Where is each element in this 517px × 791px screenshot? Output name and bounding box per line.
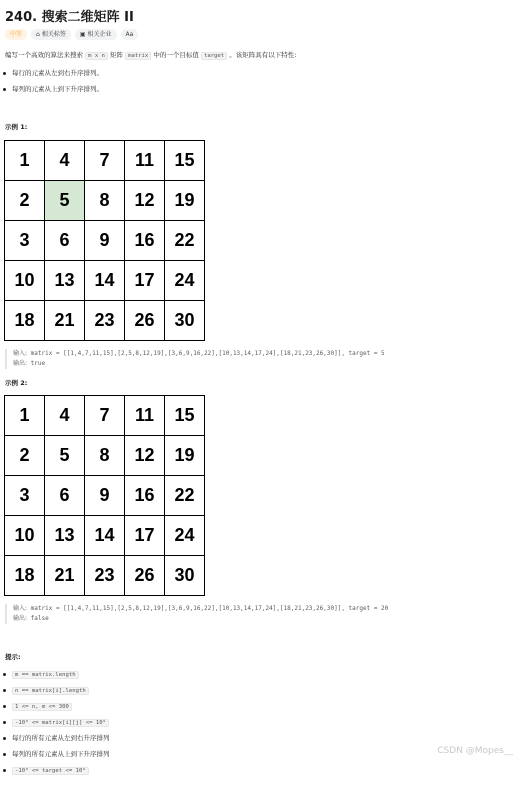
problem-title: 240. 搜索二维矩阵 II (5, 10, 134, 25)
example-2-io (5, 604, 517, 624)
matrix-cell: 13 (45, 261, 85, 301)
example-1-io (5, 349, 517, 369)
hint-code: n == matrix[i].length (12, 687, 89, 695)
input-label: 输入: (13, 605, 28, 612)
matrix-cell: 10 (5, 261, 45, 301)
list-item (0, 702, 110, 718)
matrix-cell: 22 (165, 221, 205, 261)
desc-code-matrix: matrix (125, 52, 151, 60)
watermark: CSDN @Mopes__ (437, 746, 513, 756)
example-1-matrix (4, 140, 205, 341)
matrix-cell: 17 (125, 516, 165, 556)
matrix-cell: 17 (125, 261, 165, 301)
matrix-cell: 7 (85, 141, 125, 181)
output-value: false (30, 615, 49, 622)
difficulty-badge[interactable]: 中等 (5, 29, 27, 40)
list-item (0, 734, 110, 750)
matrix-cell: 30 (165, 301, 205, 341)
output-label: 输出: (13, 615, 28, 622)
matrix-cell: 9 (85, 476, 125, 516)
matrix-cell: 12 (125, 436, 165, 476)
font-size-label: Aa (125, 31, 134, 38)
matrix-cell: 8 (85, 181, 125, 221)
list-item: 每行的元素从左到右升序排列。 (0, 69, 103, 85)
matrix-cell: 19 (165, 436, 205, 476)
matrix-cell: 23 (85, 301, 125, 341)
hints-list (0, 670, 110, 782)
matrix-cell: 8 (85, 436, 125, 476)
list-item (0, 670, 110, 686)
matrix-cell: 16 (125, 476, 165, 516)
tag-bar (5, 29, 138, 40)
hint-code: 1 <= n, m <= 300 (12, 703, 72, 711)
example-1-title: 示例 1: (5, 123, 28, 131)
list-item (0, 686, 110, 702)
lock-icon: ▣ (79, 31, 86, 38)
matrix-cell: 13 (45, 516, 85, 556)
matrix-cell: 22 (165, 476, 205, 516)
matrix-cell: 14 (85, 261, 125, 301)
related-tags-label: 相关标签 (41, 31, 66, 38)
matrix-cell: 26 (125, 301, 165, 341)
matrix-cell: 7 (85, 396, 125, 436)
hint-code: -10⁹ <= matrix[i][j] <= 10⁹ (12, 719, 109, 727)
matrix-cell: 24 (165, 261, 205, 301)
matrix-cell: 21 (45, 301, 85, 341)
desc-text: 。该矩阵具有以下特性: (229, 51, 297, 59)
output-value: true (30, 360, 46, 367)
hint-code: -10⁹ <= target <= 10⁹ (12, 767, 89, 775)
input-value: matrix = [[1,4,7,11,15],[2,5,8,12,19],[3,6,9,16,22],[10,13,14,17,24],[18,21,23,26,30]], target = 20 (30, 605, 389, 612)
matrix-cell: 5 (45, 181, 85, 221)
related-companies-button[interactable] (75, 29, 117, 40)
matrix-cell: 18 (5, 301, 45, 341)
matrix-cell: 9 (85, 221, 125, 261)
matrix-cell: 14 (85, 516, 125, 556)
matrix-cell: 11 (125, 141, 165, 181)
problem-description (5, 50, 296, 59)
property-list (0, 69, 103, 101)
desc-code-target: target (201, 52, 227, 60)
matrix-cell: 2 (5, 436, 45, 476)
matrix-cell: 2 (5, 181, 45, 221)
desc-text: 编写一个高效的算法来搜索 (5, 51, 83, 59)
list-item (0, 750, 110, 766)
related-tags-button[interactable] (31, 29, 71, 40)
matrix-cell: 6 (45, 221, 85, 261)
matrix-cell: 21 (45, 556, 85, 596)
matrix-cell: 26 (125, 556, 165, 596)
font-size-button[interactable] (121, 29, 139, 40)
matrix-cell: 10 (5, 516, 45, 556)
matrix-cell: 12 (125, 181, 165, 221)
desc-text: 中的一个目标值 (153, 51, 199, 59)
example-2-matrix (4, 395, 205, 596)
desc-text: 矩阵 (110, 51, 123, 59)
matrix-cell: 16 (125, 221, 165, 261)
matrix-cell: 4 (45, 396, 85, 436)
tag-icon: ⌂ (36, 31, 40, 38)
input-value: matrix = [[1,4,7,11,15],[2,5,8,12,19],[3,6,9,16,22],[10,13,14,17,24],[18,21,23,26,30]], target = 5 (30, 350, 385, 357)
matrix-cell: 19 (165, 181, 205, 221)
matrix-cell: 23 (85, 556, 125, 596)
hint-text: 每行的所有元素从左到右升序排列 (12, 734, 110, 742)
matrix-cell: 3 (5, 476, 45, 516)
hint-text: 每列的所有元素从上到下升序排列 (12, 750, 110, 758)
matrix-cell: 6 (45, 476, 85, 516)
example-2-title: 示例 2: (5, 379, 28, 387)
input-label: 输入: (13, 350, 28, 357)
related-companies-label: 相关企业 (87, 31, 112, 38)
matrix-cell: 1 (5, 396, 45, 436)
desc-code-mxn: m x n (85, 52, 108, 60)
matrix-cell: 3 (5, 221, 45, 261)
matrix-cell: 4 (45, 141, 85, 181)
matrix-cell: 15 (165, 396, 205, 436)
matrix-cell: 5 (45, 436, 85, 476)
matrix-cell: 18 (5, 556, 45, 596)
matrix-cell: 15 (165, 141, 205, 181)
list-item: 每列的元素从上到下升序排列。 (0, 85, 103, 101)
hint-code: m == matrix.length (12, 671, 79, 679)
output-label: 输出: (13, 360, 28, 367)
list-item (0, 718, 110, 734)
matrix-cell: 1 (5, 141, 45, 181)
list-item (0, 766, 110, 782)
matrix-cell: 24 (165, 516, 205, 556)
hints-title: 提示: (5, 653, 21, 661)
matrix-cell: 11 (125, 396, 165, 436)
matrix-cell: 30 (165, 556, 205, 596)
